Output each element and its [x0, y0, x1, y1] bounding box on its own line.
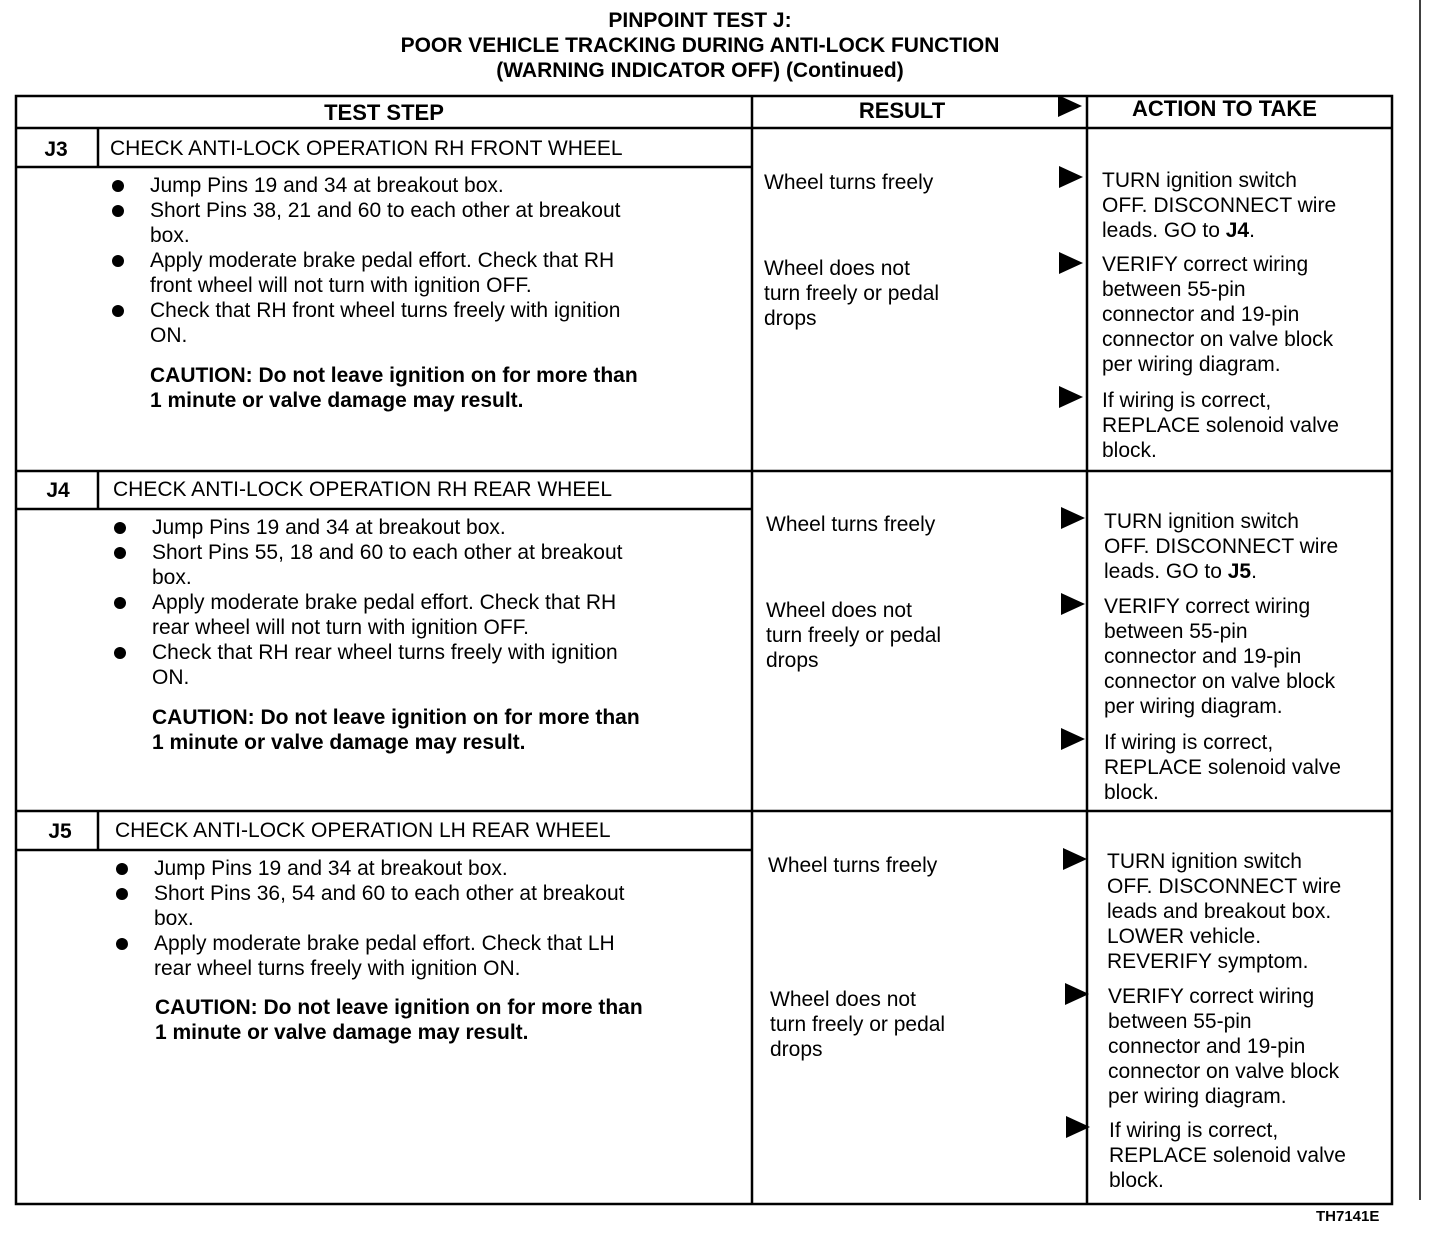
header-action: ACTION TO TAKE — [1132, 96, 1317, 121]
action-text: TURN ignition switch OFF. DISCONNECT wire leads. GO to J4. — [1102, 169, 1337, 242]
result-text: Wheel does not turn freely or pedal drops — [764, 257, 940, 330]
arrow-icon — [1059, 386, 1083, 408]
title-line-3: (WARNING INDICATOR OFF) (Continued) — [496, 59, 904, 82]
step-title: CHECK ANTI-LOCK OPERATION RH FRONT WHEEL — [110, 137, 623, 160]
step-title: CHECK ANTI-LOCK OPERATION LH REAR WHEEL — [115, 819, 611, 842]
arrow-icon — [1061, 593, 1085, 615]
header-result: RESULT — [858, 98, 946, 123]
title-line-1: PINPOINT TEST J: — [608, 9, 792, 32]
step-instructions — [114, 515, 623, 690]
header-arrow-icon — [1058, 95, 1082, 117]
instruction-item: Short Pins 55, 18 and 60 to each other at breakout box. — [114, 540, 623, 590]
step-id: J5 — [48, 820, 72, 843]
action-text: VERIFY correct wiring between 55-pin connector and 19-pin connector on valve block per wiring diagram. — [1108, 985, 1340, 1108]
bullet-icon — [114, 597, 126, 609]
step-id: J4 — [46, 479, 70, 502]
bullet-icon — [112, 305, 124, 317]
instruction-item: Jump Pins 19 and 34 at breakout box. — [114, 515, 623, 540]
step-instructions — [112, 173, 621, 348]
arrow-icon — [1063, 848, 1087, 870]
instruction-item: Apply moderate brake pedal effort. Check that RH rear wheel will not turn with ignition OFF. — [114, 590, 623, 640]
bullet-icon — [116, 938, 128, 950]
bullet-icon — [112, 205, 124, 217]
instruction-item: Check that RH rear wheel turns freely with ignition ON. — [114, 640, 623, 690]
result-text: Wheel does not turn freely or pedal drops — [766, 599, 942, 672]
bullet-icon — [112, 255, 124, 267]
action-text: If wiring is correct, REPLACE solenoid valve block. — [1109, 1119, 1346, 1192]
bullet-icon — [116, 863, 128, 875]
figure-code: TH7141E — [1316, 1208, 1380, 1225]
instruction-item: Apply moderate brake pedal effort. Check that LH rear wheel turns freely with ignition ON. — [116, 931, 625, 981]
action-text: If wiring is correct, REPLACE solenoid valve block. — [1104, 731, 1341, 804]
page-title — [0, 8, 1400, 83]
caution-note: CAUTION: Do not leave ignition on for more than 1 minute or valve damage may result. — [152, 706, 640, 754]
bullet-icon — [116, 888, 128, 900]
title-line-2: POOR VEHICLE TRACKING DURING ANTI-LOCK FUNCTION — [400, 34, 1000, 57]
result-text: Wheel turns freely — [764, 171, 934, 194]
instruction-item: Short Pins 38, 21 and 60 to each other at breakout box. — [112, 198, 621, 248]
instruction-item: Short Pins 36, 54 and 60 to each other at breakout box. — [116, 881, 625, 931]
action-text: TURN ignition switch OFF. DISCONNECT wire leads. GO to J5. — [1104, 510, 1339, 583]
step-title: CHECK ANTI-LOCK OPERATION RH REAR WHEEL — [113, 478, 613, 501]
arrow-icon — [1065, 983, 1089, 1005]
instruction-item: Check that RH front wheel turns freely with ignition ON. — [112, 298, 621, 348]
caution-note: CAUTION: Do not leave ignition on for more than 1 minute or valve damage may result. — [150, 364, 638, 412]
arrow-icon — [1061, 728, 1085, 750]
bullet-icon — [114, 522, 126, 534]
action-text: If wiring is correct, REPLACE solenoid valve block. — [1102, 389, 1339, 462]
result-text: Wheel turns freely — [768, 854, 938, 877]
bullet-icon — [112, 180, 124, 192]
result-text: Wheel does not turn freely or pedal drops — [770, 988, 946, 1061]
step-id: J3 — [44, 138, 68, 161]
header-test-step: TEST STEP — [324, 100, 444, 125]
result-text: Wheel turns freely — [766, 513, 936, 536]
step-instructions — [116, 856, 625, 981]
arrow-icon — [1066, 1116, 1090, 1138]
bullet-icon — [114, 547, 126, 559]
action-text: VERIFY correct wiring between 55-pin connector and 19-pin connector on valve block per wiring diagram. — [1102, 253, 1334, 376]
arrow-icon — [1059, 166, 1083, 188]
instruction-item: Apply moderate brake pedal effort. Check that RH front wheel will not turn with ignition OFF. — [112, 248, 621, 298]
caution-note: CAUTION: Do not leave ignition on for more than 1 minute or valve damage may result. — [155, 996, 643, 1044]
arrow-icon — [1061, 507, 1085, 529]
action-text: TURN ignition switch OFF. DISCONNECT wire leads and breakout box. LOWER vehicle. REVERIFY symptom. — [1107, 850, 1342, 973]
action-text: VERIFY correct wiring between 55-pin connector and 19-pin connector on valve block per wiring diagram. — [1104, 595, 1336, 718]
arrow-icon — [1059, 252, 1083, 274]
instruction-item: Jump Pins 19 and 34 at breakout box. — [112, 173, 621, 198]
instruction-item: Jump Pins 19 and 34 at breakout box. — [116, 856, 625, 881]
bullet-icon — [114, 647, 126, 659]
